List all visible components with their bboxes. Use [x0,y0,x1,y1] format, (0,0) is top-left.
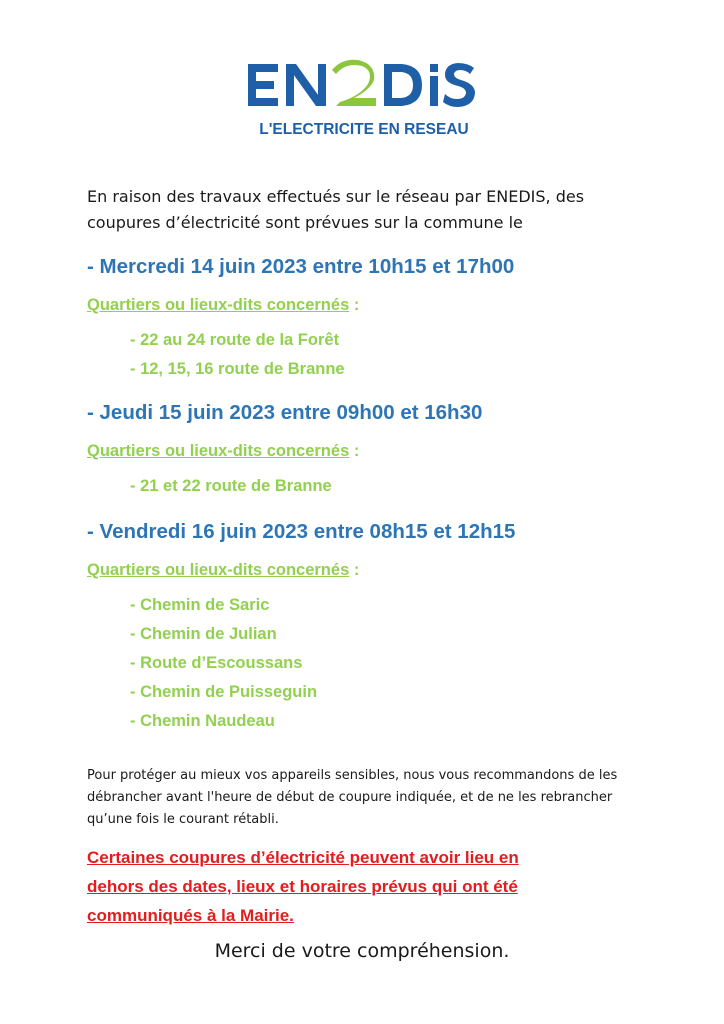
places-list [130,326,514,384]
place-item: - Chemin Naudeau [130,712,275,730]
areas-label: Quartiers ou lieux-dits concernés : [87,561,360,579]
warning-line: Certaines coupures d’électricité peuvent avoir lieu en [87,848,519,867]
outage-date: - Jeudi 15 juin 2023 entre 09h00 et 16h30 [87,401,483,424]
place-item: - Chemin de Puisseguin [130,683,318,701]
places-list [130,591,515,736]
outage-section [87,254,514,384]
place-item: - 12, 15, 16 route de Branne [130,360,345,378]
advice-line: qu’une fois le courant rétabli. [87,812,279,827]
advice-paragraph [87,765,647,831]
advice-line: Pour protéger au mieux vos appareils sensibles, nous vous recommandons de les [87,768,618,783]
intro-line: En raison des travaux effectués sur le réseau par ENEDIS, des [87,187,585,206]
enedis-logo [246,58,482,140]
place-item: - Chemin de Saric [130,596,270,614]
warning-line: dehors des dates, lieux et horaires prévus qui ont été [87,877,518,896]
intro-paragraph [87,184,647,236]
warning-line: communiqués à la Mairie. [87,906,294,925]
place-item: - 21 et 22 route de Branne [130,477,332,495]
logo-tagline: L'ELECTRICITE EN RESEAU [259,121,469,138]
place-item: - Route d’Escoussans [130,654,303,672]
advice-line: débrancher avant l'heure de début de coupure indiquée, et de ne les rebrancher [87,790,613,805]
place-item: - Chemin de Julian [130,625,277,643]
outage-section [87,519,515,736]
thanks-message: Merci de votre compréhension. [214,940,510,962]
areas-label: Quartiers ou lieux-dits concernés : [87,296,360,314]
places-list [130,472,482,501]
areas-label: Quartiers ou lieux-dits concernés : [87,442,360,460]
outage-date: - Mercredi 14 juin 2023 entre 10h15 et 17h00 [87,255,515,278]
outage-date: - Vendredi 16 juin 2023 entre 08h15 et 12h15 [87,520,516,543]
place-item: - 22 au 24 route de la Forêt [130,331,340,349]
warning-paragraph [87,843,647,930]
outage-section [87,400,482,501]
intro-line: coupures d’électricité sont prévues sur la commune le [87,213,523,232]
